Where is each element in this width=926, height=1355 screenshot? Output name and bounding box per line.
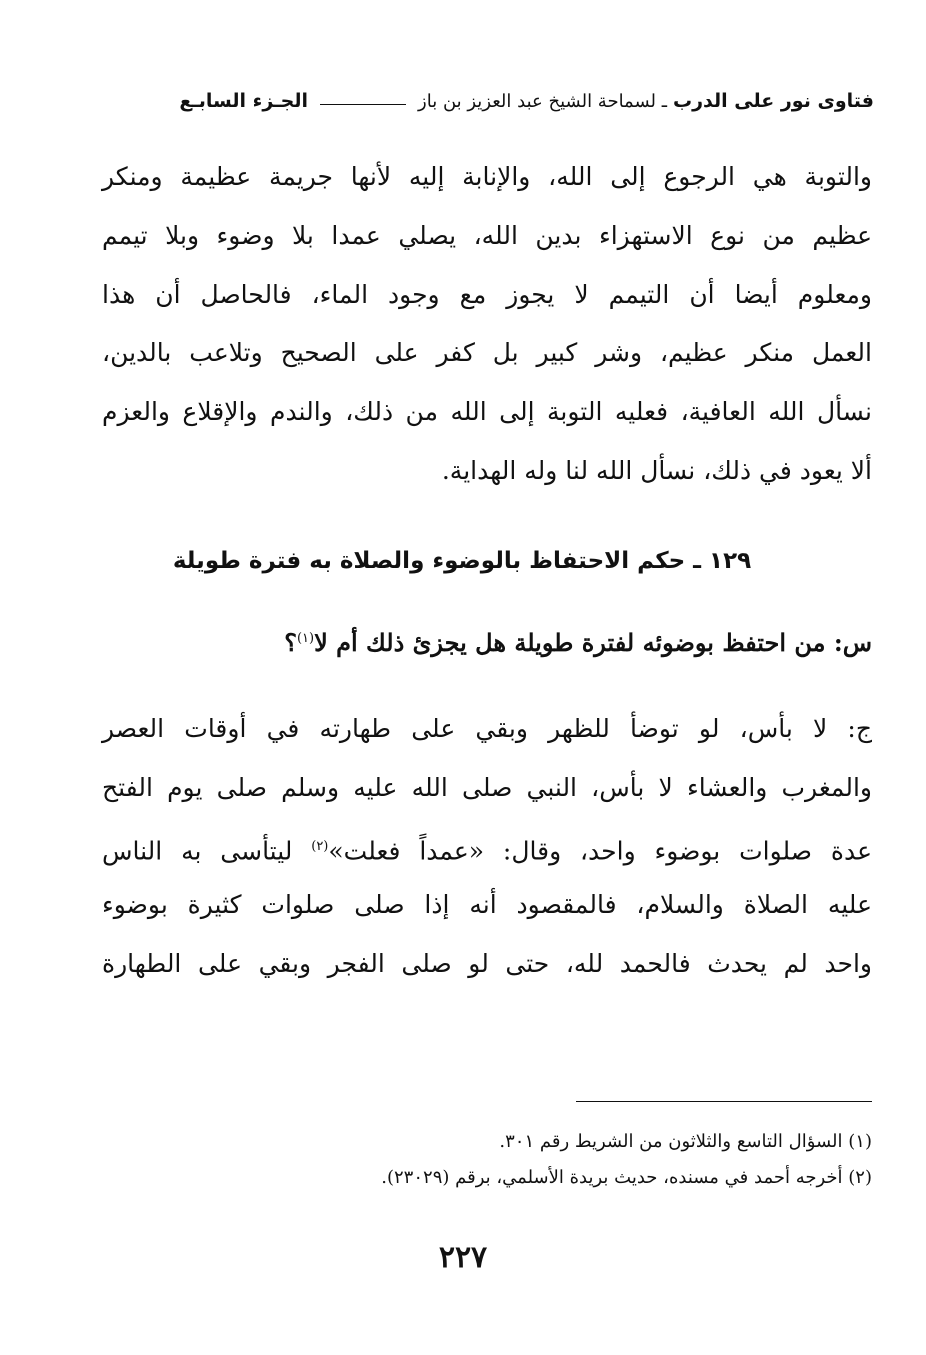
footnote-ref-2: (٢) <box>311 838 329 854</box>
text-line: عليه الصلاة والسلام، فالمقصود أنه إذا صلى صلوات كثيرة بوضوء <box>102 890 872 920</box>
paragraph-previous-answer <box>102 148 872 501</box>
footnotes <box>102 1124 872 1196</box>
volume-part: الجـزء السابـع <box>179 90 309 112</box>
footnote-1: (١) السؤال التاسع والثلاثون من الشريط رقم ٣٠١. <box>499 1131 872 1152</box>
section-heading: ١٢٩ ـ حكم الاحتفاظ بالوضوء والصلاة به فترة طويلة <box>172 548 752 574</box>
text-line: والمغرب والعشاء لا بأس، النبي صلى الله عليه وسلم صلى يوم الفتح <box>102 772 872 802</box>
page-number: ٢٢٧ <box>438 1240 488 1275</box>
footnote-2: (٢) أخرجه أحمد في مسنده، حديث بريدة الأسلمي، برقم (٢٣٠٢٩). <box>381 1167 872 1188</box>
author-line: ـ لسماحة الشيخ عبد العزيز بن باز <box>418 90 667 112</box>
text-line: عظيم من نوع الاستهزاء بدين الله، يصلي عمدا بلا وضوء وبلا تيمم <box>102 220 872 250</box>
footnote-ref-1: (١) <box>296 631 315 646</box>
text-line: ج: لا بأس، لو توضأ للظهر وبقي على طهارته في أوقات العصر <box>102 714 872 743</box>
answer-paragraph <box>102 700 872 994</box>
text-line: العمل منكر عظيم، وشر كبير بل كفر على الصحيح وتلاعب بالدين، <box>102 338 872 368</box>
footnote-separator <box>576 1101 872 1102</box>
answer-line-3-start: عدة صلوات بوضوء واحد، وقال: «عمداً فعلت» <box>328 835 872 865</box>
text-line: ألا يعود في ذلك، نسأل الله لنا وله الهداية. <box>441 455 872 485</box>
question-mark: ؟ <box>284 628 297 657</box>
question-text: س: من احتفظ بوضوئه لفترة طويلة هل يجزئ ذلك أم لا <box>314 628 872 657</box>
text-line: نسأل الله العافية، فعليه التوبة إلى الله من ذلك، والندم والإقلاع والعزم <box>102 397 872 427</box>
text-line <box>102 818 872 877</box>
text-line: والتوبة هي الرجوع إلى الله، والإنابة إليه لأنها جريمة عظيمة ومنكر <box>102 162 872 191</box>
book-title: فتاوى نور على الدرب <box>673 90 874 112</box>
text-line: واحد لم يحدث فالحمد لله، حتى لو صلى الفجر وبقي على الطهارة <box>102 949 872 979</box>
question <box>102 628 872 657</box>
header-rule <box>320 104 406 105</box>
running-header <box>104 84 874 118</box>
text-line: ومعلوم أيضا أن التيمم لا يجوز مع وجود الماء، فالحاصل أن هذا <box>102 279 872 309</box>
answer-line-3-end: ليتأسى به الناس <box>102 835 312 865</box>
